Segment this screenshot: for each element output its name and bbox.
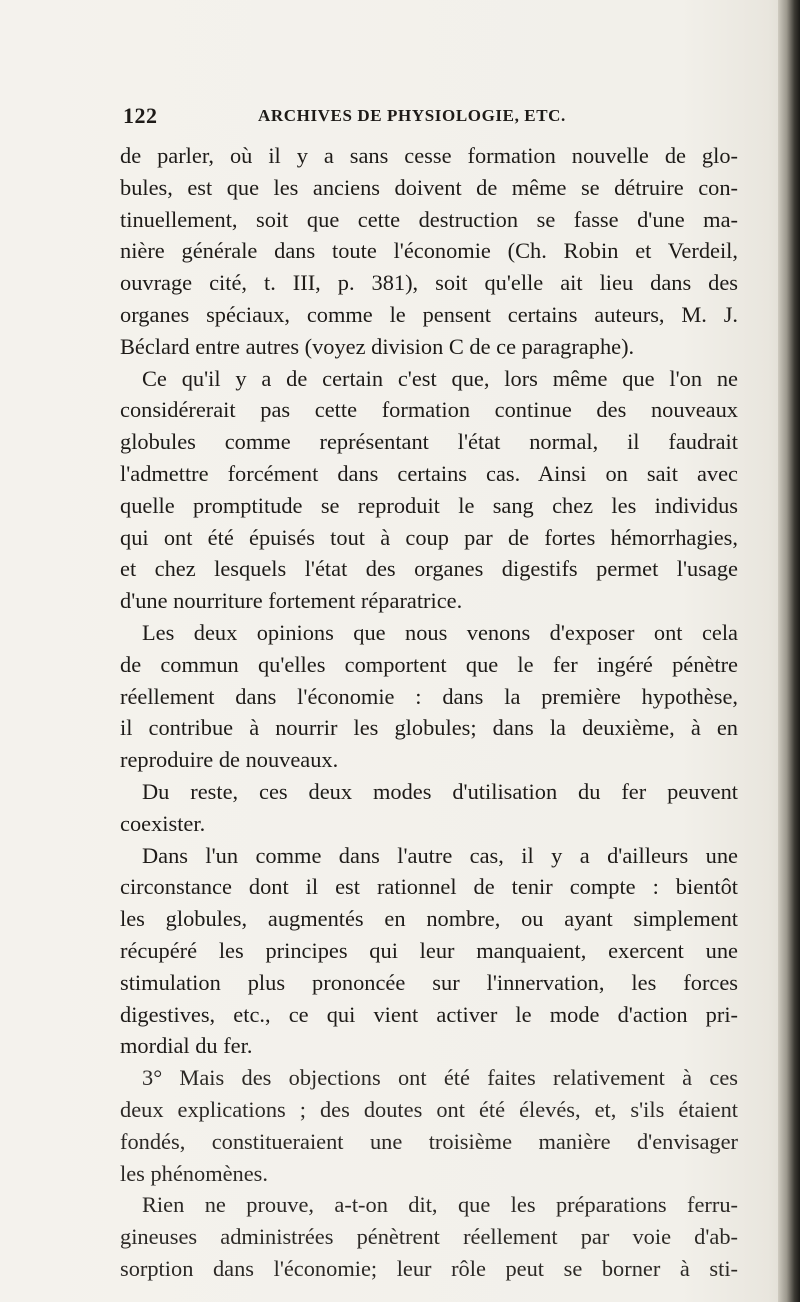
text-line: bules, est que les anciens doivent de même se détruire con-: [120, 174, 738, 200]
text-line: il contribue à nourrir les globules; dans la deuxième, à en: [120, 715, 738, 741]
page-gutter-shadow: [778, 0, 800, 1302]
text-line: considérerait pas cette formation continue des nouveaux: [120, 397, 738, 423]
text-line: Ce qu'il y a de certain c'est que, lors même que l'on ne: [142, 365, 738, 391]
text-line: qui ont été épuisés tout à coup par de fortes hémorrhagies,: [120, 524, 738, 550]
text-line: les phénomènes.: [120, 1160, 268, 1186]
text-line: réellement dans l'économie : dans la première hypothèse,: [120, 683, 738, 709]
text-line: de parler, où il y a sans cesse formation nouvelle de glo-: [120, 143, 738, 168]
text-line: Les deux opinions que nous venons d'exposer ont cela: [142, 619, 738, 645]
text-line: 3° Mais des objections ont été faites relativement à ces: [142, 1065, 738, 1091]
text-line: globules comme représentant l'état normal, il faudrait: [120, 429, 738, 455]
text-line: nière générale dans toute l'économie (Ch. Robin et Verdeil,: [120, 238, 738, 264]
text-line: Rien ne prouve, a-t-on dit, que les préparations ferru-: [142, 1192, 738, 1218]
text-line: organes spéciaux, comme le pensent certains auteurs, M. J.: [120, 301, 738, 327]
text-line: digestives, etc., ce qui vient activer le mode d'action pri-: [120, 1001, 738, 1027]
text-line: les globules, augmentés en nombre, ou ayant simplement: [120, 906, 738, 932]
text-line: coexister.: [120, 810, 206, 836]
running-head: ARCHIVES DE PHYSIOLOGIE, ETC.: [258, 106, 566, 125]
text-line: gineuses administrées pénètrent réellement par voie d'ab-: [120, 1224, 738, 1250]
text-line: et chez lesquels l'état des organes digestifs permet l'usage: [120, 556, 738, 582]
text-line: Dans l'un comme dans l'autre cas, il y a d'ailleurs une: [142, 842, 738, 868]
text-line: récupéré les principes qui leur manquaient, exercent une: [120, 937, 738, 963]
text-line: mordial du fer.: [120, 1033, 253, 1059]
body-text: [120, 140, 738, 1285]
page-number: 122: [123, 103, 158, 128]
text-line: l'admettre forcément dans certains cas. Ainsi on sait avec: [120, 460, 738, 486]
text-line: ouvrage cité, t. III, p. 381), soit qu'elle ait lieu dans des: [120, 270, 738, 296]
text-line: Béclard entre autres (voyez division C de ce paragraphe).: [120, 333, 635, 359]
text-line: stimulation plus prononcée sur l'innervation, les forces: [120, 969, 738, 995]
text-line: reproduire de nouveaux.: [120, 747, 339, 773]
text-line: quelle promptitude se reproduit le sang chez les individus: [120, 492, 738, 518]
text-line: d'une nourriture fortement réparatrice.: [120, 588, 463, 614]
page-header: [123, 103, 663, 133]
text-line: fondés, constitueraient une troisième manière d'envisager: [120, 1128, 738, 1154]
text-line: de commun qu'elles comportent que le fer ingéré pénètre: [120, 651, 738, 677]
text-line: tinuellement, soit que cette destruction se fasse d'une ma-: [120, 206, 738, 232]
text-line: circonstance dont il est rationnel de tenir compte : bientôt: [120, 874, 738, 900]
text-line: Du reste, ces deux modes d'utilisation du fer peuvent: [142, 778, 738, 804]
text-line: sorption dans l'économie; leur rôle peut se borner à sti-: [120, 1255, 738, 1281]
text-line: deux explications ; des doutes ont été élevés, et, s'ils étaient: [120, 1096, 738, 1122]
